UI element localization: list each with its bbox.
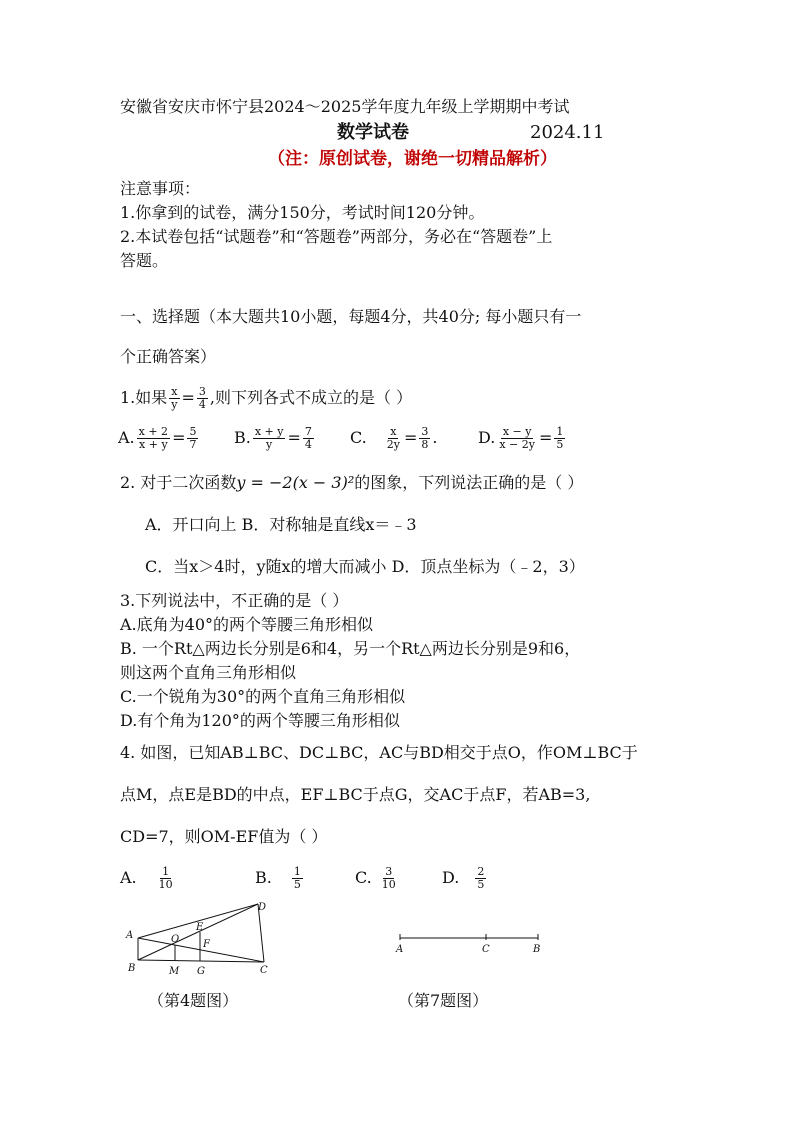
q4-option-a: A. $\frac{1}{10}$ xyxy=(120,865,173,891)
exam-subject: 数学试卷 xyxy=(337,122,409,143)
q1-option-a: A. $\frac{x + 2}{x + y}$ = $\frac{5}{7}$ xyxy=(118,425,197,451)
q4-option-b: B. $\frac{1}{5}$ xyxy=(255,865,301,891)
notice-item-1: 1.你拿到的试卷，满分150分，考试时间120分钟。 xyxy=(120,203,485,222)
figure4-caption: （第4题图） xyxy=(148,991,239,1010)
fig7-label-a: A xyxy=(396,944,404,955)
q1-option-c: C. $\frac{x}{2y}$ = $\frac{3}{8}$ . xyxy=(350,425,438,451)
fig7-label-b: B xyxy=(533,944,541,955)
q2-formula: y = −2(x − 3)² xyxy=(236,473,355,492)
q3-stem: 3.下列说法中，不正确的是（ ） xyxy=(120,591,349,610)
q4-stem-line2: 点M，点E是BD的中点，EF⊥BC于点G，交AC于点F，若AB=3, xyxy=(120,785,591,804)
q1-option-b: B. $\frac{x + y}{y}$ = $\frac{7}{4}$ xyxy=(234,425,312,451)
fig4-label-b: B xyxy=(128,963,136,974)
fig4-label-o: O xyxy=(171,934,180,945)
section1-heading-b: 个正确答案） xyxy=(120,347,217,366)
q3-option-b1: B. 一个Rt△两边长分别是6和4，另一个Rt△两边长分别是9和6， xyxy=(120,639,581,658)
q3-option-a: A.底角为40°的两个等腰三角形相似 xyxy=(120,615,374,634)
q3-option-c: C.一个锐角为30°的两个直角三角形相似 xyxy=(120,687,406,706)
q2-stem: 2. 对于二次函数y = −2(x − 3)²的图象，下列说法正确的是（ ） xyxy=(120,473,584,492)
q4-option-c: C. $\frac{3}{10}$ xyxy=(355,865,396,891)
q4-option-d: D. $\frac{2}{5}$ xyxy=(442,865,485,891)
fig4-label-c: C xyxy=(260,965,268,976)
figure4-diagram xyxy=(118,896,278,980)
fig4-segment-bc xyxy=(138,960,264,962)
q1-cond-frac: $\frac{x}{y}$ xyxy=(171,385,178,411)
fig4-segment-ac xyxy=(138,938,264,962)
notice-item-2a: 2.本试卷包括“试题卷”和“答题卷”两部分，务必在“答题卷”上 xyxy=(120,227,553,246)
q1-option-d: D. $\frac{x - y}{x - 2y}$ = $\frac{1}{5}$ xyxy=(478,425,564,451)
q1-stem: 1.如果 $\frac{x}{y}$ = $\frac{3}{4}$ ,则下列各式不成立的是（ ） xyxy=(120,385,413,411)
q3-option-b2: 则这两个直角三角形相似 xyxy=(120,663,297,682)
fig4-label-a: A xyxy=(126,930,134,941)
q1-cond-value: $\frac{3}{4}$ xyxy=(198,385,206,411)
figure7-caption: （第7题图） xyxy=(398,991,489,1010)
fig4-label-m: M xyxy=(169,966,180,977)
fig4-label-d: D xyxy=(258,902,267,913)
figure7-diagram xyxy=(390,926,550,956)
notice-item-2b: 答题。 xyxy=(120,251,169,270)
q4-stem-line3: CD=7，则OM-EF值为（ ） xyxy=(120,827,328,846)
exam-title: 安徽省安庆市怀宁县2024～2025学年度九年级上学期期中考试 xyxy=(120,97,570,116)
q3-option-d: D.有个角为120°的两个等腰三角形相似 xyxy=(120,711,400,730)
exam-note: （注：原创试卷，谢绝一切精品解析） xyxy=(268,149,557,169)
q2-options-cd: C．当x＞4时，y随x的增大而减小 D．顶点坐标为（﹣2，3） xyxy=(145,557,585,576)
fig4-label-g: G xyxy=(197,966,205,977)
q4-stem-line1: 4. 如图，已知AB⊥BC、DC⊥BC，AC与BD相交于点O，作OM⊥BC于 xyxy=(120,743,638,762)
fig4-label-f: F xyxy=(203,939,210,950)
fig7-label-c: C xyxy=(482,944,490,955)
notice-heading: 注意事项： xyxy=(120,179,201,198)
exam-date: 2024.11 xyxy=(530,122,605,143)
q1-prefix: 1.如果 xyxy=(120,388,168,407)
q2-options-ab: A．开口向上 B．对称轴是直线x＝﹣3 xyxy=(145,515,417,534)
fig4-label-e: E xyxy=(196,922,204,933)
q1-suffix: ,则下列各式不成立的是（ ） xyxy=(209,388,413,407)
section1-heading-a: 一、选择题（本大题共10小题，每题4分，共40分; 每小题只有一 xyxy=(120,307,582,326)
